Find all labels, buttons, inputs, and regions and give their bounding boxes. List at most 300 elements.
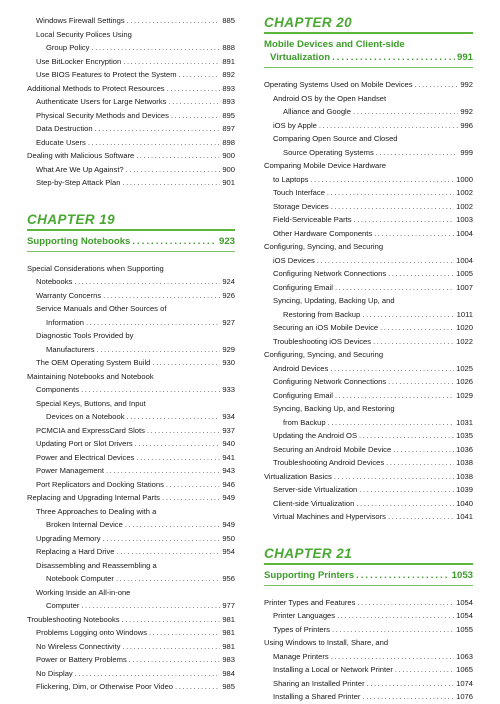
toc-entry-title: Syncing, Backing Up, and Restoring [273,404,395,413]
toc-list-ch18-continued [27,14,235,190]
dot-leader [136,149,220,163]
toc-entry-title: What Are We Up Against? [36,164,124,174]
dot-leader [126,163,221,177]
dot-leader [116,572,220,586]
toc-entry-title: Devices on a Notebook [46,412,125,421]
dot-leader [335,389,454,403]
toc-entry-page: 1039 [456,485,473,494]
toc-entry-title: Power or Battery Problems [36,655,127,664]
dot-leader [330,362,454,376]
toc-entry-title: Power and Electrical Devices [36,452,135,462]
dot-leader [168,95,220,109]
toc-entry-page: 984 [222,668,235,678]
dot-leader [376,146,459,160]
toc-entry[interactable] [27,275,235,289]
toc-entry[interactable] [264,254,473,268]
toc-entry-page: 983 [222,655,235,664]
toc-entry-page: 1000 [456,174,473,184]
toc-entry-title: Three Approaches to Dealing with a [36,506,157,516]
toc-entry-title: Additional Methods to Protect Resources [27,83,165,93]
toc-entry-title: Problems Logging onto Windows [36,628,148,637]
dot-leader [354,213,455,227]
toc-entry[interactable] [264,267,473,281]
dot-leader [335,281,454,295]
toc-entry-title: Educate Users [36,137,86,147]
toc-entry-title: Power Management [36,466,104,475]
toc-entry-page: 981 [222,641,235,651]
chapter-title-link[interactable] [27,236,235,247]
toc-entry-title: Disassembling and Reassembling a [36,560,157,570]
toc-entry[interactable] [264,609,473,623]
toc-entry-title: Android OS by the Open Handset [273,93,387,103]
dot-leader [362,690,454,704]
toc-entry-title: Syncing, Updating, Backing Up, and [273,296,395,305]
toc-entry-page: 996 [460,120,473,130]
toc-list-ch19 [27,262,235,694]
toc-entry-page: 941 [222,452,235,462]
dot-leader [152,356,220,370]
toc-entry-page: 950 [222,533,235,543]
toc-entry-page: 992 [460,80,473,89]
toc-entry[interactable] [27,518,235,532]
dot-leader [125,518,221,532]
dot-leader [106,464,220,478]
dot-leader [103,289,220,303]
toc-entry-title: Physical Security Methods and Devices [36,110,169,120]
toc-entry[interactable] [27,289,235,303]
toc-entry-title: Comparing Mobile Device Hardware [264,161,386,170]
toc-entry[interactable] [264,92,473,106]
toc-entry[interactable] [27,599,235,613]
dot-leader [86,316,220,330]
toc-entry[interactable] [27,68,235,82]
toc-entry[interactable] [27,640,235,654]
toc-entry-title: Printer Languages [273,611,336,620]
toc-entry-title: Android Devices [273,363,329,373]
toc-entry-title: Troubleshooting iOS Devices [273,336,372,346]
toc-entry-title: The OEM Operating System Build [36,358,151,367]
toc-entry-title: Securing an iOS Mobile Device [273,323,379,332]
toc-entry-title: Warranty Concerns [36,290,102,300]
toc-entry-title: No Display [36,668,73,678]
toc-entry-title: Port Replicators and Docking Stations [36,479,164,489]
toc-entry-title: Restoring from Backup [283,309,361,319]
toc-entry[interactable] [27,437,235,451]
toc-entry[interactable] [27,55,235,69]
toc-entry[interactable] [264,78,473,92]
toc-entry-page: 892 [222,70,235,79]
toc-entry-title: Printer Types and Features [264,597,356,607]
toc-entry-page: 940 [222,439,235,448]
chapter-title-link[interactable] [264,52,473,63]
dot-leader [166,478,220,492]
dot-leader [362,308,454,322]
toc-entry-title: Operating Systems Used on Mobile Devices [264,80,413,89]
toc-entry[interactable] [264,200,473,214]
toc-entry-page: 888 [222,43,235,52]
toc-entry[interactable] [27,478,235,492]
toc-entry-title: Local Security Polices Using [36,29,132,39]
toc-entry[interactable] [264,470,473,484]
toc-entry[interactable] [264,389,473,403]
toc-entry-title: Information [46,317,84,327]
dot-leader [136,451,220,465]
toc-entry[interactable] [27,41,235,55]
toc-entry-title: Virtual Machines and Hypervisors [273,512,386,521]
toc-entry-title: Sharing an Installed Printer [273,678,365,688]
toc-entry-title: Alliance and Google [283,107,351,116]
toc-entry[interactable] [264,173,473,187]
toc-entry-title: Components [36,385,80,394]
toc-entry[interactable] [27,163,235,177]
toc-entry-title: Other Hardware Components [273,228,373,238]
dot-leader [147,424,220,438]
dot-leader [388,510,454,524]
toc-entry-title: Troubleshooting Android Devices [273,458,385,467]
toc-entry-page: 1031 [456,417,473,427]
toc-entry[interactable] [27,626,235,640]
chapter-page: 923 [218,235,235,247]
dot-leader [122,613,221,627]
toc-entry-title: Data Destruction [36,124,93,133]
toc-entry[interactable] [264,375,473,389]
toc-entry[interactable] [264,146,473,160]
toc-entry-page: 1029 [456,390,473,400]
toc-entry-title: Configuring Email [273,282,333,292]
toc-entry[interactable] [27,667,235,681]
toc-entry-title: Replacing and Upgrading Internal Parts [27,493,160,502]
toc-entry[interactable] [264,677,473,691]
toc-entry[interactable] [27,545,235,559]
toc-entry[interactable] [27,613,235,627]
chapter-label: CHAPTER 20 [264,15,353,30]
toc-entry[interactable] [27,586,235,600]
toc-entry[interactable] [264,416,473,430]
toc-entry-page: 1055 [456,624,473,634]
toc-entry-page: 1076 [456,692,473,701]
toc-entry-title: Service Manuals and Other Sources of [36,304,167,313]
toc-entry[interactable] [264,186,473,200]
toc-entry[interactable] [264,281,473,295]
dot-leader [415,78,459,92]
chapter-20-block [264,14,473,524]
toc-entry[interactable] [27,505,235,519]
toc-entry[interactable] [27,302,235,316]
toc-entry-title: Notebook Computer [46,574,114,583]
toc-entry-page: 926 [222,290,235,300]
toc-entry[interactable] [27,28,235,42]
toc-entry-page: 893 [222,83,235,93]
toc-entry-title: Updating Port or Slot Drivers [36,439,133,448]
toc-entry[interactable] [27,149,235,163]
toc-entry-title: Working Inside an All-in-one [36,587,131,597]
toc-entry-page: 898 [222,137,235,147]
toc-entry-page: 1002 [456,201,473,211]
chapter-title-link[interactable] [264,570,473,581]
toc-entry[interactable] [27,343,235,357]
dot-leader [327,186,454,200]
toc-entry[interactable] [264,240,473,254]
toc-entry-title: Special Considerations when Supporting [27,263,164,273]
toc-entry-page: 1040 [456,498,473,508]
toc-entry-page: 981 [222,614,235,624]
toc-entry-title: Installing a Shared Printer [273,692,361,701]
toc-entry-title: iOS by Apple [273,120,317,130]
toc-entry[interactable] [27,109,235,123]
toc-entry[interactable] [264,650,473,664]
toc-entry-page: 937 [222,425,235,435]
dot-leader [167,82,221,96]
toc-entry[interactable] [264,119,473,133]
toc-entry-page: 954 [222,547,235,556]
dot-leader [388,267,454,281]
toc-entry-page: 885 [222,16,235,25]
dot-leader [127,14,221,28]
toc-entry[interactable] [27,451,235,465]
toc-entry-page: 977 [222,601,235,610]
chapter-title: Mobile Devices and Client-side [264,39,405,50]
toc-entry[interactable] [27,329,235,343]
toc-entry[interactable] [264,402,473,416]
toc-entry[interactable] [264,623,473,637]
dot-leader [395,663,454,677]
toc-entry-title: Updating the Android OS [273,431,358,440]
toc-entry[interactable] [27,370,235,384]
toc-entry-title: PCMCIA and ExpressCard Slots [36,425,145,435]
toc-entry[interactable] [264,456,473,470]
toc-entry-page: 1005 [456,269,473,278]
title-underline [264,67,473,68]
dot-leader [75,667,221,681]
dot-leader [88,136,221,150]
toc-entry-title: Types of Printers [273,624,330,634]
toc-entry[interactable] [27,397,235,411]
toc-entry[interactable] [264,690,473,704]
toc-entry-page: 992 [460,107,473,116]
dot-leader [356,570,450,581]
dot-leader [81,599,220,613]
toc-entry[interactable] [27,383,235,397]
toc-entry[interactable] [264,429,473,443]
toc-entry[interactable] [27,176,235,190]
dot-leader [122,176,220,190]
chapter-19-block [27,211,235,694]
toc-entry[interactable] [27,532,235,546]
toc-entry-page: 1038 [456,471,473,481]
title-underline [264,585,473,586]
toc-entry-title: Dealing with Malicious Software [27,151,135,160]
toc-entry-title: Special Keys, Buttons, and Input [36,398,146,408]
toc-entry-title: Manage Printers [273,651,329,661]
chapter-title: Supporting Notebooks [27,235,131,247]
dot-leader [356,497,454,511]
toc-entry-page: 1054 [456,611,473,620]
toc-entry[interactable] [264,663,473,677]
toc-entry-page: 1054 [456,597,473,607]
toc-entry-page: 1065 [456,665,473,674]
toc-entry[interactable] [264,348,473,362]
toc-entry[interactable] [264,308,473,322]
toc-entry-title: Computer [46,601,80,610]
left-column [27,14,235,694]
toc-entry-page: 1007 [456,282,473,292]
toc-entry-title: Diagnostic Tools Provided by [36,331,134,340]
toc-entry[interactable] [27,316,235,330]
toc-entry-page: 897 [222,124,235,133]
dot-leader [359,483,454,497]
chapter-divider [27,229,235,231]
toc-entry-title: Flickering, Dim, or Otherwise Poor Video [36,682,174,691]
dot-leader [357,596,454,610]
toc-entry[interactable] [264,596,473,610]
toc-entry[interactable] [264,497,473,511]
toc-entry[interactable] [27,410,235,424]
toc-entry[interactable] [27,95,235,109]
toc-entry[interactable] [264,483,473,497]
dot-leader [332,52,455,63]
toc-entry-title: to Laptops [273,174,309,184]
toc-entry-page: 924 [222,277,235,286]
toc-entry[interactable] [27,82,235,96]
toc-entry-page: 929 [222,344,235,354]
toc-entry[interactable] [27,122,235,136]
toc-entry-title: Windows Firewall Settings [36,16,125,25]
toc-entry[interactable] [27,356,235,370]
toc-list-ch21 [264,596,473,704]
toc-entry-page: 1026 [456,377,473,386]
toc-entry-page: 930 [222,358,235,367]
toc-entry-page: 1002 [456,188,473,197]
toc-entry-title: Group Policy [46,43,90,52]
dot-leader [135,437,221,451]
dot-leader [374,227,454,241]
toc-entry-title: iOS Devices [273,255,315,265]
toc-entry-page: 949 [222,493,235,502]
toc-entry-page: 900 [222,164,235,174]
toc-entry-title: Using Windows to Install, Share, and [264,638,389,647]
toc-entry-page: 1004 [456,228,473,238]
toc-entry-page: 933 [222,385,235,394]
toc-entry[interactable] [264,213,473,227]
chapter-divider [264,32,473,34]
toc-entry[interactable] [264,132,473,146]
toc-entry[interactable] [27,680,235,694]
toc-entry-title: Use BIOS Features to Protect the System [36,70,177,79]
toc-entry-title: Touch Interface [273,188,325,197]
dot-leader [132,236,217,247]
toc-entry[interactable] [27,572,235,586]
toc-entry[interactable] [264,636,473,650]
toc-entry[interactable] [27,464,235,478]
toc-entry[interactable] [264,362,473,376]
toc-entry-page: 891 [222,56,235,66]
toc-entry-page: 900 [222,151,235,160]
toc-entry-page: 895 [222,110,235,120]
toc-list-ch20 [264,78,473,524]
chapter-title-line1[interactable] [264,39,473,50]
title-underline [27,251,235,252]
toc-entry-page: 981 [222,628,235,637]
toc-entry[interactable] [264,321,473,335]
toc-entry[interactable] [264,510,473,524]
right-column [264,14,473,704]
toc-entry[interactable] [27,136,235,150]
toc-entry-title: Configuring, Syncing, and Securing [264,242,384,251]
toc-entry-title: Comparing Open Source and Closed [273,134,398,143]
toc-entry-title: Virtualization Basics [264,471,332,481]
toc-entry-page: 949 [222,520,235,529]
dot-leader [103,532,221,546]
toc-entry-title: Configuring Email [273,390,333,400]
toc-entry-page: 985 [222,682,235,691]
toc-entry-title: Step-by-Step Attack Plan [36,178,121,187]
dot-leader [123,55,220,69]
toc-entry[interactable] [27,559,235,573]
chapter-label: CHAPTER 19 [27,211,116,227]
dot-leader [95,122,221,136]
toc-entry-title: Replacing a Hard Drive [36,547,115,556]
toc-entry-title: Securing an Android Mobile Device [273,444,392,454]
toc-entry-page: 1041 [456,512,473,521]
toc-entry-page: 1025 [456,363,473,373]
dot-leader [117,545,221,559]
toc-entry[interactable] [264,294,473,308]
dot-leader [353,105,458,119]
toc-entry-title: Use BitLocker Encryption [36,56,122,66]
toc-entry[interactable] [264,105,473,119]
toc-entry-page: 893 [222,97,235,106]
toc-entry[interactable] [27,424,235,438]
dot-leader [334,470,454,484]
toc-entry-title: Configuring, Syncing, and Securing [264,350,384,359]
toc-entry[interactable] [27,491,235,505]
toc-entry[interactable] [264,443,473,457]
toc-entry-page: 927 [222,317,235,327]
toc-entry[interactable] [27,262,235,276]
toc-entry-page: 1035 [456,431,473,440]
dot-leader [367,677,454,691]
toc-entry-title: Client-side Virtualization [273,498,355,508]
toc-entry[interactable] [264,159,473,173]
toc-entry[interactable] [264,227,473,241]
dot-leader [91,41,220,55]
dot-leader [332,623,454,637]
toc-entry-page: 943 [222,466,235,475]
toc-entry-title: from Backup [283,417,326,427]
dot-leader [359,429,454,443]
chapter-21-block [264,545,473,704]
dot-leader [127,410,221,424]
chapter-title-cont: Virtualization [270,52,331,63]
toc-entry-page: 1022 [456,336,473,346]
dot-leader [373,335,454,349]
dot-leader [179,68,221,82]
toc-entry[interactable] [264,335,473,349]
dot-leader [317,254,454,268]
dot-leader [175,680,220,694]
toc-entry-title: Troubleshooting Notebooks [27,614,120,624]
toc-entry-title: No Wireless Connectivity [36,641,121,651]
toc-entry-title: Source Operating Systems [283,147,374,157]
dot-leader [81,383,220,397]
chapter-page: 991 [456,52,473,63]
toc-entry-page: 1063 [456,651,473,661]
dot-leader [122,640,220,654]
dot-leader [393,443,454,457]
toc-entry[interactable] [27,653,235,667]
dot-leader [162,491,220,505]
toc-entry[interactable] [27,14,235,28]
